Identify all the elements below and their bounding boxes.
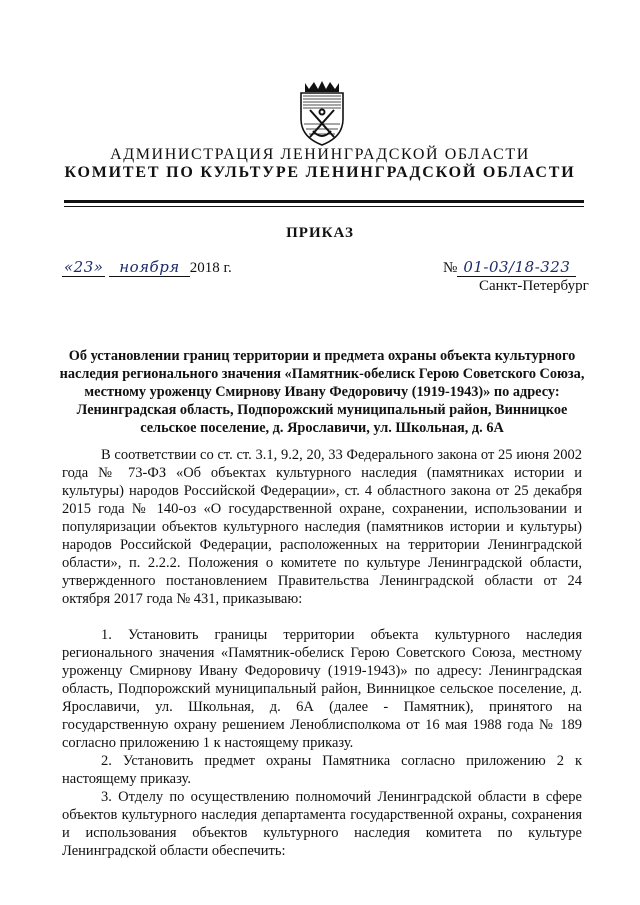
org-name-administration: АДМИНИСТРАЦИЯ ЛЕНИНГРАДСКОЙ ОБЛАСТИ [110, 146, 530, 163]
date-day: «23» [64, 258, 104, 276]
date-year: 2018 г. [189, 260, 232, 276]
document-title: Об установлении границ территории и предмета охраны объекта культурного наследия регионального значения «Памятник-обелиск Герою Советского Союза, местному уроженцу Смирнову Ивану Федоровичу (1919-1943)» по адресу: Ленинградская область, Подпорожский муниципальный район, Винницкое сельское поселение, д. Ярославичи, ул. Школьная, д. 6А [59, 348, 585, 436]
item-2-paragraph: 2. Установить предмет охраны Памятника согласно приложению 2 к настоящему приказу. [62, 753, 582, 787]
date-month: ноября [109, 258, 190, 277]
item-3-paragraph: 3. Отделу по осуществлению полномочий Ленинградской области в сфере объектов культурного наследия департамента государственной охраны, сохранения и использования объектов культурного наследия комитета по культуре Ленинградской области обеспечить: [62, 789, 582, 859]
number-value: 01-03/18-323 [457, 258, 576, 277]
number-prefix: № [443, 260, 458, 276]
org-name-committee: КОМИТЕТ ПО КУЛЬТУРЕ ЛЕНИНГРАДСКОЙ ОБЛАСТИ [64, 164, 576, 181]
header-rule-thick [64, 200, 584, 203]
document-number [443, 258, 576, 277]
document-type: ПРИКАЗ [286, 225, 354, 241]
header-rule-thin [64, 206, 584, 207]
document-date [62, 258, 232, 277]
item-1-paragraph: 1. Установить границы территории объекта культурного наследия регионального значения «Памятник-обелиск Герою Советского Союза, местному уроженцу Смирнову Ивану Федоровичу (1919-1943)» по адресу: Ленинградская область, Подпорожский муниципальный район, Винницкое сельское поселение, д. Ярославичи, ул. Школьная, д. 6А (далее - Памятник), принятого на государственную охрану решением Леноблисполкома от 16 мая 1988 года № 189 согласно приложению 1 к настоящему приказу. [62, 627, 582, 751]
document-city: Санкт-Петербург [479, 278, 589, 294]
document-body [62, 446, 582, 860]
preamble-paragraph: В соответствии со ст. ст. 3.1, 9.2, 20, 33 Федерального закона от 25 июня 2002 года № 73-ФЗ «Об объектах культурного наследия (памятниках истории и культуры) народов Российской Федерации», ст. 4 областного закона от 25 декабря 2015 года № 140-оз «О государственной охране, сохранении, использовании и популяризации объектов культурного наследия (памятников истории и культуры) народов Российской Федерации, расположенных на территории Ленинградской области», п. 2.2.2. Положения о комитете по культуре Ленинградской области, утвержденного постановлением Правительства Ленинградской области от 24 октября 2017 года № 431, приказываю: [62, 447, 582, 607]
coat-of-arms-icon [298, 79, 346, 147]
